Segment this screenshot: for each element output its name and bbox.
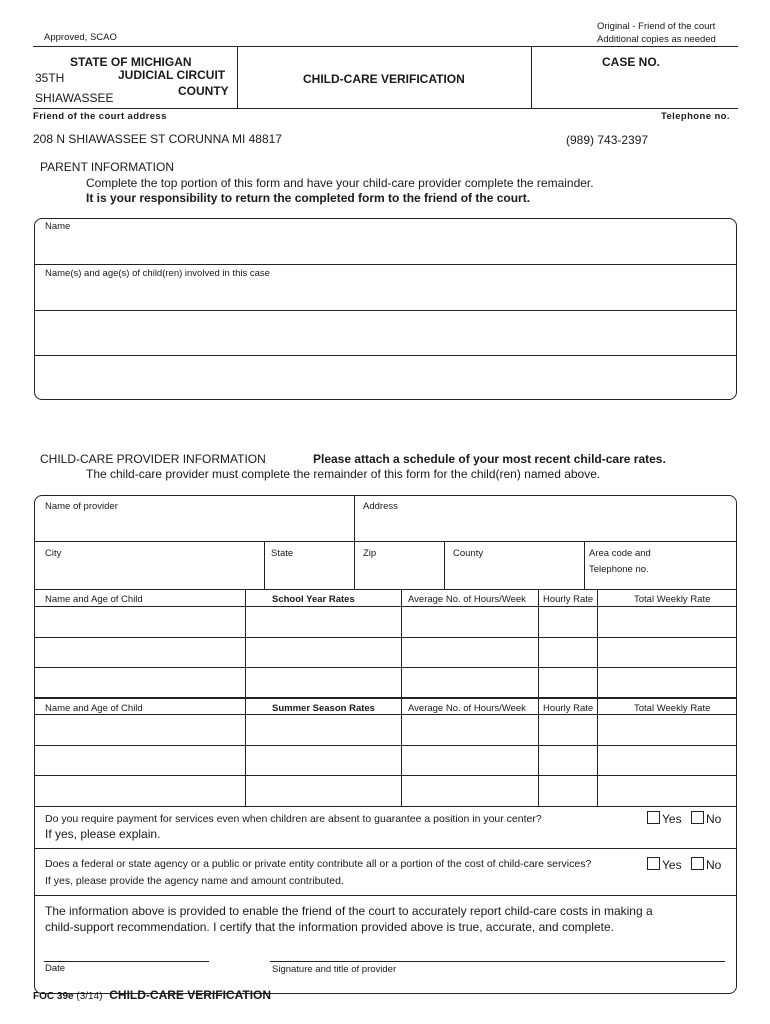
parent-responsibility: It is your responsibility to return the completed form to the friend of the court. — [86, 191, 531, 205]
col-weekly-label-summer: Total Weekly Rate — [634, 703, 711, 714]
q2-yes-checkbox[interactable] — [647, 857, 660, 870]
provider-attach-note: Please attach a schedule of your most recent child-care rates. — [313, 452, 666, 466]
copies-line2: Additional copies as needed — [597, 34, 716, 45]
county-label: COUNTY — [178, 84, 229, 98]
question-agency-contribution: Does a federal or state agency or a public or private entity contribute all or a portion of the cost of child-care services? — [45, 858, 592, 870]
parent-info-box — [34, 218, 737, 400]
col-child-label: Name and Age of Child — [45, 594, 143, 605]
q1-no-checkbox[interactable] — [691, 811, 704, 824]
parent-name-label: Name — [45, 221, 71, 232]
col-hourly-label-summer: Hourly Rate — [543, 703, 594, 714]
form-revision: (3/14) — [76, 991, 103, 1002]
certification-line2: child-support recommendation. I certify that the information provided above is true, accurate, and complete. — [45, 920, 614, 934]
signature-label: Signature and title of provider — [272, 964, 397, 975]
provider-phone-label-2: Telephone no. — [589, 564, 649, 575]
parent-heading: PARENT INFORMATION — [40, 160, 175, 174]
q1-no-label: No — [706, 812, 722, 826]
provider-instruction: The child-care provider must complete the remainder of this form for the child(ren) named above. — [86, 467, 601, 481]
q2-no-checkbox[interactable] — [691, 857, 704, 870]
telephone-label: Telephone no. — [661, 111, 730, 122]
date-label: Date — [45, 963, 66, 974]
q1-yes-option[interactable] — [647, 811, 682, 826]
provider-county-label: County — [453, 548, 484, 559]
q2-yes-option[interactable] — [647, 857, 682, 872]
q1-yes-label: Yes — [662, 812, 682, 826]
q1-no-option[interactable] — [691, 811, 721, 826]
provider-city-label: City — [45, 548, 62, 559]
col-hours-label: Average No. of Hours/Week — [408, 594, 526, 605]
copies-line1: Original - Friend of the court — [597, 21, 716, 32]
question-agency-explain: If yes, please provide the agency name and amount contributed. — [45, 875, 344, 887]
foc-telephone: (989) 743-2397 — [566, 133, 649, 147]
case-number-label: CASE NO. — [602, 55, 661, 69]
provider-heading: CHILD-CARE PROVIDER INFORMATION — [40, 452, 266, 466]
q2-no-label: No — [706, 858, 722, 872]
q2-yes-label: Yes — [662, 858, 682, 872]
col-hourly-label: Hourly Rate — [543, 594, 594, 605]
state-title: STATE OF MICHIGAN — [70, 55, 192, 69]
approved-text: Approved, SCAO — [44, 32, 117, 43]
provider-name-label: Name of provider — [45, 501, 118, 512]
provider-phone-label-1: Area code and — [589, 548, 651, 559]
circuit-label: JUDICIAL CIRCUIT — [118, 68, 226, 82]
parent-instruction: Complete the top portion of this form and have your child-care provider complete the remainder. — [86, 176, 594, 190]
footer — [33, 988, 271, 1002]
provider-address-label: Address — [363, 501, 398, 512]
certification-line1: The information above is provided to enable the friend of the court to accurately report child-care costs in making a — [45, 904, 653, 918]
circuit-number: 35TH — [35, 71, 65, 85]
col-hours-label-summer: Average No. of Hours/Week — [408, 703, 526, 714]
col-weekly-label: Total Weekly Rate — [634, 594, 711, 605]
form-title: CHILD-CARE VERIFICATION — [303, 72, 465, 86]
summer-label: Summer Season Rates — [272, 703, 375, 714]
footer-title: CHILD-CARE VERIFICATION — [109, 988, 272, 1002]
form-number: FOC 39e — [33, 991, 74, 1002]
q1-yes-checkbox[interactable] — [647, 811, 660, 824]
question-absent-payment: Do you require payment for services even when children are absent to guarantee a position in your center? — [45, 813, 542, 825]
foc-address-label: Friend of the court address — [33, 111, 167, 122]
question-absent-explain: If yes, please explain. — [45, 827, 161, 841]
foc-address: 208 N SHIAWASSEE ST CORUNNA MI 48817 — [33, 132, 282, 146]
col-child-label-summer: Name and Age of Child — [45, 703, 143, 714]
county-name: SHIAWASSEE — [35, 91, 114, 105]
provider-zip-label: Zip — [363, 548, 377, 559]
school-year-label: School Year Rates — [272, 594, 355, 605]
children-label: Name(s) and age(s) of child(ren) involved in this case — [45, 268, 270, 279]
provider-state-label: State — [271, 548, 294, 559]
q2-no-option[interactable] — [691, 857, 721, 872]
